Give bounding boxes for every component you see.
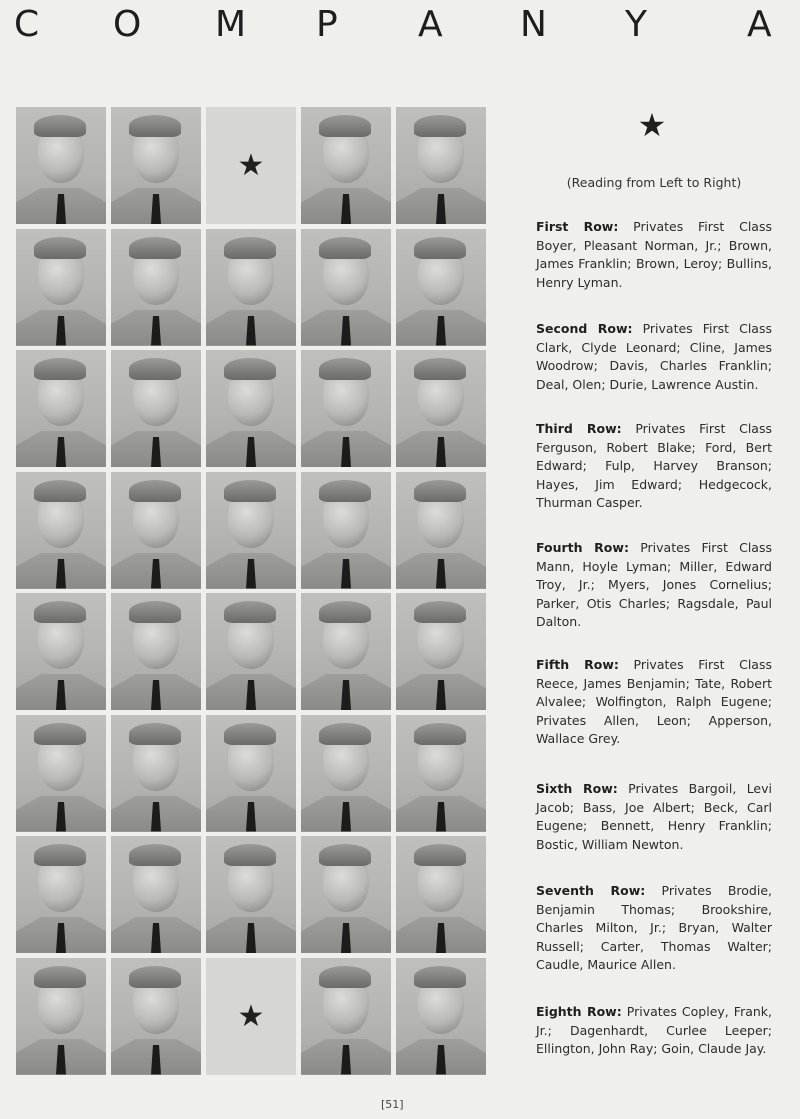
portrait-cap	[34, 601, 86, 623]
portrait-photo	[301, 715, 391, 832]
title-letter: M	[215, 4, 247, 45]
portrait-photo	[16, 350, 106, 467]
placeholder-tile	[206, 958, 296, 1075]
portrait-photo	[301, 472, 391, 589]
portrait-cap	[129, 601, 181, 623]
portrait-photo	[396, 107, 486, 224]
row-caption-4	[536, 539, 772, 632]
portrait-grid	[16, 107, 486, 1075]
portrait-cap	[129, 966, 181, 988]
row-caption-text: Privates First Class Boyer, Pleasant Norman, Jr.; Brown, James Franklin; Brown, Leroy; Bullins, Henry Lyman.	[536, 219, 772, 290]
portrait-cap	[129, 115, 181, 137]
portrait-cap	[224, 480, 276, 502]
portrait-photo	[301, 229, 391, 346]
row-caption-label: Fifth Row:	[536, 657, 619, 672]
portrait-photo	[111, 229, 201, 346]
portrait-photo	[206, 715, 296, 832]
portrait-cap	[319, 237, 371, 259]
portrait-cap	[319, 844, 371, 866]
row-caption-3	[536, 420, 772, 513]
portrait-cap	[224, 601, 276, 623]
star-icon: ★	[237, 998, 265, 1034]
portrait-photo	[396, 472, 486, 589]
portrait-cap	[224, 358, 276, 380]
page-title	[0, 4, 800, 48]
row-caption-6	[536, 780, 772, 854]
title-letter: N	[520, 4, 547, 45]
portrait-photo	[111, 107, 201, 224]
portrait-cap	[414, 844, 466, 866]
row-caption-label: First Row:	[536, 219, 619, 234]
portrait-photo	[206, 836, 296, 953]
portrait-photo	[396, 229, 486, 346]
portrait-photo	[111, 350, 201, 467]
row-caption-text: Privates Brodie, Benjamin Thomas; Brookshire, Charles Milton, Jr.; Bryan, Walter Russell; Carter, Thomas Walter; Caudle, Maurice Allen.	[536, 883, 772, 972]
portrait-cap	[34, 844, 86, 866]
row-caption-text: Privates First Class Mann, Hoyle Lyman; Miller, Edward Troy, Jr.; Myers, Jones Cornelius; Parker, Otis Charles; Ragsdale, Paul Dalton.	[536, 540, 772, 629]
title-letter: Y	[625, 4, 647, 45]
title-letter: A	[418, 4, 443, 45]
portrait-photo	[206, 229, 296, 346]
portrait-cap	[224, 844, 276, 866]
portrait-photo	[301, 593, 391, 710]
portrait-photo	[16, 472, 106, 589]
row-caption-text: Privates Copley, Frank, Jr.; Dagenhardt, Curlee Leeper; Ellington, John Ray; Goin, Claude Jay.	[536, 1004, 773, 1056]
portrait-cap	[129, 480, 181, 502]
portrait-photo	[16, 958, 106, 1075]
portrait-photo	[301, 107, 391, 224]
reading-note: (Reading from Left to Right)	[566, 175, 742, 190]
portrait-photo	[396, 715, 486, 832]
row-caption-text: Privates First Class Reece, James Benjamin; Tate, Robert Alvalee; Wolfington, Ralph Eugene; Privates Allen, Leon; Apperson, Wallace Grey.	[536, 657, 772, 746]
title-letter: C	[14, 4, 40, 45]
row-caption-label: Seventh Row:	[536, 883, 646, 898]
portrait-cap	[34, 237, 86, 259]
portrait-photo	[206, 472, 296, 589]
portrait-cap	[319, 966, 371, 988]
portrait-cap	[34, 966, 86, 988]
row-caption-1	[536, 218, 772, 292]
portrait-cap	[414, 480, 466, 502]
row-caption-2	[536, 320, 772, 394]
portrait-cap	[129, 237, 181, 259]
portrait-photo	[16, 593, 106, 710]
portrait-cap	[34, 480, 86, 502]
portrait-cap	[319, 115, 371, 137]
portrait-cap	[319, 358, 371, 380]
portrait-photo	[16, 836, 106, 953]
title-letter: A	[747, 4, 772, 45]
portrait-cap	[414, 237, 466, 259]
portrait-cap	[414, 358, 466, 380]
portrait-cap	[224, 237, 276, 259]
row-caption-text: Privates First Class Clark, Clyde Leonard; Cline, James Woodrow; Davis, Charles Franklin; Deal, Olen; Durie, Lawrence Austin.	[536, 321, 772, 392]
row-caption-label: Sixth Row:	[536, 781, 618, 796]
row-caption-8	[536, 1003, 772, 1059]
portrait-photo	[301, 836, 391, 953]
portrait-photo	[16, 229, 106, 346]
portrait-cap	[414, 723, 466, 745]
portrait-photo	[111, 958, 201, 1075]
placeholder-tile	[206, 107, 296, 224]
portrait-photo	[111, 472, 201, 589]
star-icon: ★	[637, 106, 667, 144]
portrait-cap	[319, 601, 371, 623]
row-caption-text: Privates First Class Ferguson, Robert Blake; Ford, Bert Edward; Fulp, Harvey Branson; Hayes, Jim Edward; Hedgecock, Thurman Casper.	[536, 421, 772, 510]
portrait-cap	[129, 358, 181, 380]
portrait-cap	[224, 723, 276, 745]
row-caption-5	[536, 656, 772, 749]
title-letter: O	[113, 4, 142, 45]
portrait-cap	[34, 115, 86, 137]
portrait-photo	[396, 836, 486, 953]
title-letter: P	[316, 4, 338, 45]
page-number: [51]	[381, 1098, 404, 1111]
row-caption-label: Fourth Row:	[536, 540, 629, 555]
portrait-cap	[414, 115, 466, 137]
portrait-photo	[111, 593, 201, 710]
portrait-cap	[319, 480, 371, 502]
portrait-cap	[34, 358, 86, 380]
portrait-photo	[301, 350, 391, 467]
portrait-cap	[319, 723, 371, 745]
row-caption-label: Second Row:	[536, 321, 633, 336]
portrait-photo	[396, 958, 486, 1075]
portrait-cap	[129, 844, 181, 866]
portrait-photo	[206, 350, 296, 467]
portrait-cap	[414, 966, 466, 988]
row-caption-7	[536, 882, 772, 975]
portrait-photo	[111, 836, 201, 953]
portrait-photo	[396, 593, 486, 710]
portrait-cap	[34, 723, 86, 745]
row-caption-text: Privates Bargoil, Levi Jacob; Bass, Joe Albert; Beck, Carl Eugene; Bennett, Henry Franklin; Bostic, William Newton.	[536, 781, 772, 852]
portrait-photo	[16, 107, 106, 224]
row-caption-label: Eighth Row:	[536, 1004, 622, 1019]
portrait-photo	[396, 350, 486, 467]
portrait-cap	[129, 723, 181, 745]
portrait-photo	[301, 958, 391, 1075]
portrait-photo	[111, 715, 201, 832]
star-icon: ★	[237, 148, 265, 183]
portrait-cap	[414, 601, 466, 623]
portrait-photo	[16, 715, 106, 832]
portrait-photo	[206, 593, 296, 710]
row-caption-label: Third Row:	[536, 421, 622, 436]
